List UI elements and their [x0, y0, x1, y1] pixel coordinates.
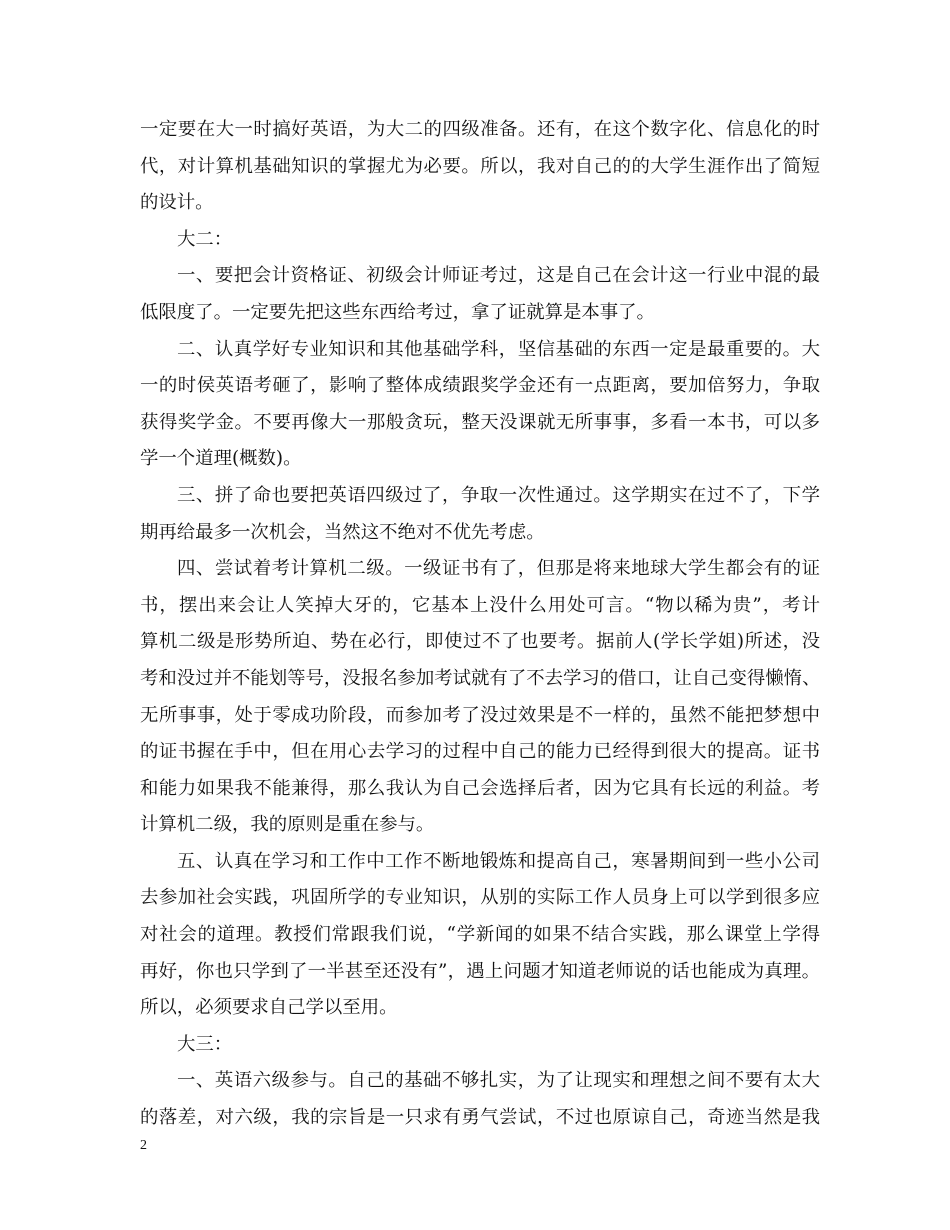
text-line: 低限度了。一定要先把这些东西给考过，拿了证就算是本事了。 — [140, 301, 655, 323]
text-line: 再好，你也只学到了一半甚至还没有”，遇上问题才知道老师说的话也能成为真理。 — [140, 960, 820, 982]
text-line: 大三： — [177, 1033, 233, 1055]
text-line: 一、要把会计资格证、初级会计师证考过，这是自己在会计这一行业中混的最 — [177, 265, 820, 287]
text-line: 二、认真学好专业知识和其他基础学科，坚信基础的东西一定是最重要的。大 — [177, 338, 820, 360]
text-line: 的落差，对六级，我的宗旨是一只求有勇气尝试，不过也原谅自己，奇迹当然是我 — [140, 1107, 820, 1129]
text-line: 代，对计算机基础知识的掌握尤为必要。所以，我对自己的的大学生涯作出了简短 — [140, 155, 820, 177]
text-line: 书，摆出来会让人笑掉大牙的，它基本上没什么用处可言。“物以稀为贵”，考计 — [140, 594, 820, 616]
text-line: 去参加社会实践，巩固所学的专业知识，从别的实际工作人员身上可以学到很多应 — [140, 887, 820, 909]
text-line: 四、尝试着考计算机二级。一级证书有了，但那是将来地球大学生都会有的证 — [177, 558, 820, 580]
text-line: 考和没过并不能划等号，没报名参加考试就有了不去学习的借口，让自己变得懒惰、 — [140, 667, 821, 689]
text-line: 期再给最多一次机会，当然这不绝对不优先考虑。 — [140, 521, 545, 543]
text-line: 一的时侯英语考砸了，影响了整体成绩跟奖学金还有一点距离，要加倍努力，争取 — [140, 375, 820, 397]
text-line: 的设计。 — [140, 192, 214, 214]
text-line: 三、拼了命也要把英语四级过了，争取一次性通过。这学期实在过不了，下学 — [177, 484, 820, 506]
text-line: 计算机二级，我的原则是重在参与。 — [140, 814, 435, 836]
text-line: 五、认真在学习和工作中工作不断地锻炼和提高自己，寒暑期间到一些小公司 — [177, 850, 820, 872]
text-line: 无所事事，处于零成功阶段，而参加考了没过效果是不一样的，虽然不能把梦想中 — [140, 704, 820, 726]
text-line: 一、英语六级参与。自己的基础不够扎实，为了让现实和理想之间不要有太大 — [177, 1070, 820, 1092]
page-number: 2 — [140, 1138, 147, 1153]
text-line: 大二： — [177, 228, 233, 250]
text-line: 获得奖学金。不要再像大一那般贪玩，整天没课就无所事事，多看一本书，可以多 — [140, 411, 820, 433]
text-line: 和能力如果我不能兼得，那么我认为自己会选择后者，因为它具有长远的利益。考 — [140, 777, 820, 799]
text-line: 一定要在大一时搞好英语，为大二的四级准备。还有，在这个数字化、信息化的时 — [140, 119, 820, 140]
text-line: 所以，必须要求自己学以至用。 — [140, 997, 398, 1019]
body-text — [140, 112, 820, 1137]
text-line: 的证书握在手中，但在用心去学习的过程中自己的能力已经得到很大的提高。证书 — [140, 741, 820, 763]
text-line: 算机二级是形势所迫、势在必行，即使过不了也要考。据前人(学长学姐)所述，没 — [140, 631, 820, 653]
text-line: 对社会的道理。教授们常跟我们说，“学新闻的如果不结合实践，那么课堂上学得 — [140, 924, 820, 946]
text-line: 学一个道理(概数)。 — [140, 448, 302, 470]
